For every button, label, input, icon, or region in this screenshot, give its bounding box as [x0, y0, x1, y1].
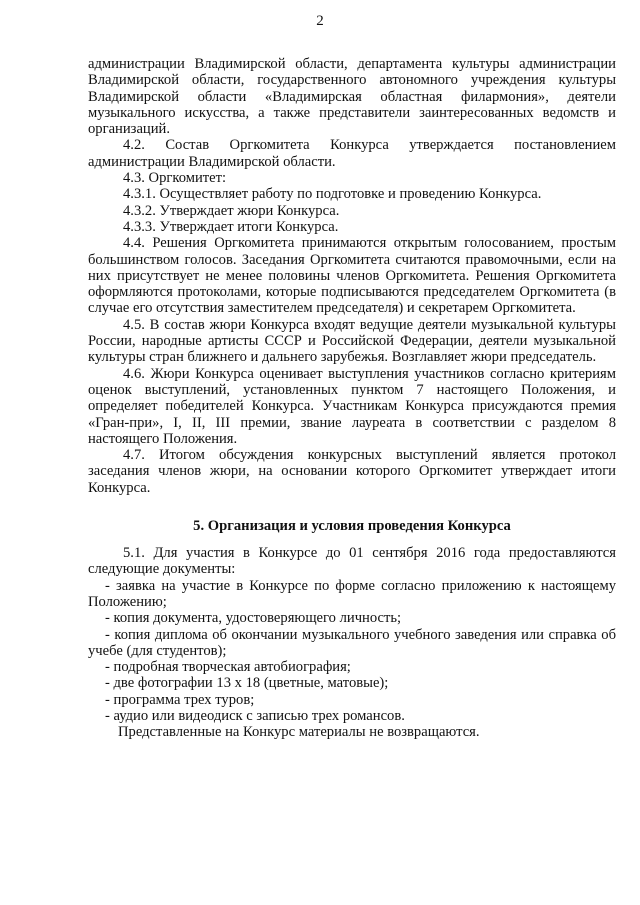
paragraph-4-4: 4.4. Решения Оргкомитета принимаются открытым голосованием, простым большинством голосов. Заседания Оргкомитета считаются правомочными, если на них присутствует не менее половины членов Оргкомитета. Решения Оргкомитета оформляются протоколами, которые подписываются председателем Оргкомитета (в случае его отсутствия заместителем председателя) и секретарем Оргкомитета. [88, 235, 616, 317]
paragraph-org-members-continued: администрации Владимирской области, департамента культуры администрации Владимирской области, государственного автономного учреждения культуры Владимирской области «Владимирская областная филармония», деятели музыкального искусства, а также представители заинтересованных ведомств и организаций. [88, 56, 616, 138]
paragraph-4-3-3: 4.3.3. Утверждает итоги Конкурса. [123, 218, 339, 235]
paragraph-4-3: 4.3. Оргкомитет: [123, 170, 227, 187]
paragraph-4-2: 4.2. Состав Оргкомитета Конкурса утверждается постановлением администрации Владимирской области. [88, 137, 616, 170]
paragraph-4-6: 4.6. Жюри Конкурса оценивает выступления участников согласно критериям оценок выступлений, установленных пунктом 7 настоящего Положения, и определяет победителей Конкурса. Участникам Конкурса присуждаются премия «Гран-при», I, II, III премии, звание лауреата в соответствии с разделом 8 настоящего Положения. [88, 365, 616, 447]
list-item: - программа трех туров; [105, 691, 255, 708]
paragraph-4-5: 4.5. В состав жюри Конкурса входят ведущие деятели музыкальной культуры России, народные артисты СССР и Российской Федерации, деятели музыкальной культуры стран ближнего и дальнего зарубежья. Возглавляет жюри председатель. [88, 316, 616, 366]
paragraph-5-1: 5.1. Для участия в Конкурсе до 01 сентября 2016 года предоставляются следующие документы: [88, 545, 616, 578]
paragraph-4-3-2: 4.3.2. Утверждает жюри Конкурса. [123, 202, 340, 219]
closing-note: Представленные на Конкурс материалы не возвращаются. [118, 724, 480, 741]
list-item: - заявка на участие в Конкурсе по форме согласно приложению к настоящему Положению; [88, 577, 616, 610]
list-item: - подробная творческая автобиография; [105, 659, 351, 676]
list-item: - копия диплома об окончании музыкального учебного заведения или справка об учебе (для студентов); [88, 626, 616, 659]
documents-list [88, 578, 616, 725]
page-number: 2 [316, 13, 324, 29]
document-body [88, 56, 616, 741]
list-item: - копия документа, удостоверяющего личность; [105, 610, 402, 627]
list-item: - аудио или видеодиск с записью трех романсов. [105, 707, 405, 724]
paragraph-4-7: 4.7. Итогом обсуждения конкурсных выступлений является протокол заседания членов жюри, на основании которого Оргкомитет утверждает итоги Конкурса. [88, 447, 616, 496]
section-5-title: 5. Организация и условия проведения Конкурса [193, 518, 511, 535]
paragraph-4-3-1: 4.3.1. Осуществляет работу по подготовке и проведению Конкурса. [123, 186, 542, 203]
list-item: - две фотографии 13 х 18 (цветные, матовые); [105, 675, 389, 692]
